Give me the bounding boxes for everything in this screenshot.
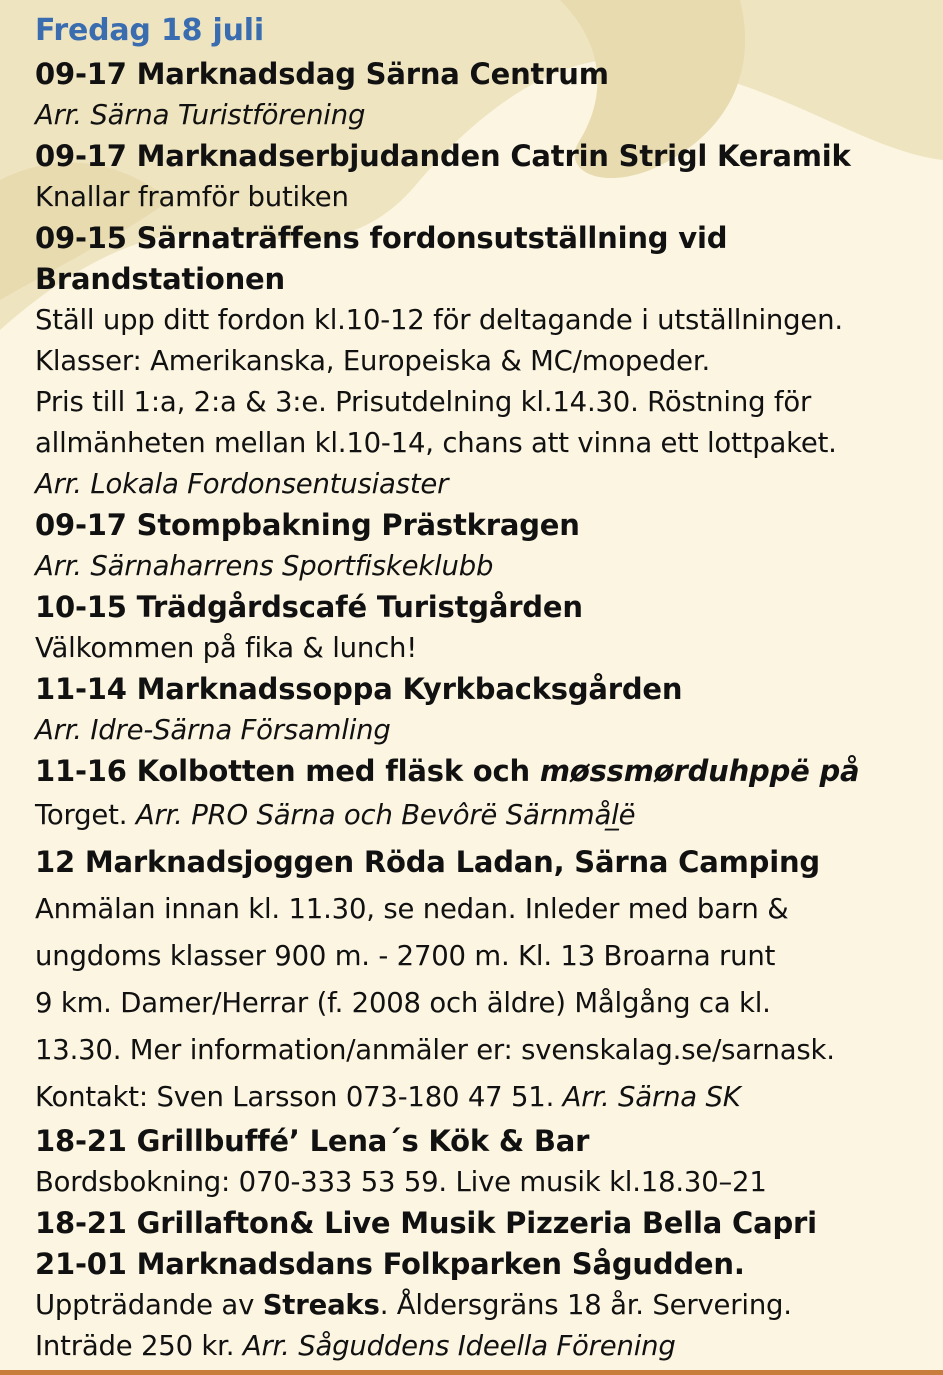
- event-description: Pris till 1:a, 2:a & 3:e. Prisutdelning kl.14.30. Röstning för: [35, 386, 812, 418]
- performer-name: Streaks: [262, 1289, 380, 1321]
- event-description: Välkommen på fika & lunch!: [35, 632, 418, 664]
- event-title: 12 Marknadsjoggen Röda Ladan, Särna Camping: [35, 845, 820, 879]
- event-title: 11-14 Marknadssoppa Kyrkbacksgården: [35, 672, 683, 706]
- event-description: 9 km. Damer/Herrar (f. 2008 och äldre) Målgång ca kl.: [35, 987, 771, 1019]
- event-organizer: Arr. Särna Turistförening: [35, 99, 366, 131]
- event-description: [35, 792, 935, 839]
- event-price: Inträde 250 kr.: [35, 1330, 243, 1362]
- event-description: Bordsbokning: 070-333 53 59. Live musik kl.18.30–21: [35, 1166, 767, 1198]
- bottom-accent-bar: [0, 1370, 943, 1375]
- event-description: allmänheten mellan kl.10-14, chans att vinna ett lottpaket.: [35, 427, 837, 459]
- event-organizer: Arr. Såguddens Ideella Förening: [242, 1330, 676, 1362]
- event-description: ungdoms klasser 900 m. - 2700 m. Kl. 13 Broarna runt: [35, 940, 776, 972]
- event-description: Ställ upp ditt fordon kl.10-12 för deltagande i utställningen.: [35, 304, 843, 336]
- event-title: 09-17 Marknadsdag Särna Centrum: [35, 57, 609, 91]
- event-description: Klasser: Amerikanska, Europeiska & MC/mopeder.: [35, 345, 710, 377]
- event-description: [35, 1074, 935, 1121]
- event-description-text: Torget.: [35, 799, 136, 831]
- event-description: [35, 1326, 935, 1367]
- event-contact: Kontakt: Sven Larsson 073-180 47 51.: [35, 1081, 563, 1113]
- event-title: 21-01 Marknadsdans Folkparken Sågudden.: [35, 1247, 745, 1281]
- event-title-text: 11-16 Kolbotten med fläsk och: [35, 754, 540, 788]
- event-organizer: Arr. PRO Särna och Bevôrë Särnmål̲ë: [135, 799, 636, 831]
- event-description: [35, 1285, 935, 1326]
- event-title: Brandstationen: [35, 262, 285, 296]
- event-title: [35, 751, 935, 792]
- event-organizer: Arr. Särnaharrens Sportfiskeklubb: [35, 550, 494, 582]
- event-organizer: Arr. Lokala Fordonsentusiaster: [35, 468, 449, 500]
- event-organizer: Arr. Idre-Särna Församling: [35, 714, 391, 746]
- event-description: Knallar framför butiken: [35, 181, 349, 213]
- event-title: 18-21 Grillafton& Live Musik Pizzeria Bella Capri: [35, 1206, 817, 1240]
- event-title: 18-21 Grillbuffé’ Lena´s Kök & Bar: [35, 1124, 590, 1158]
- event-title: 09-15 Särnaträffens fordonsutställning vid: [35, 221, 728, 255]
- event-description: 13.30. Mer information/anmäler er: svenskalag.se/sarnask.: [35, 1034, 835, 1066]
- event-organizer: Arr. Särna SK: [562, 1081, 741, 1113]
- event-title: 09-17 Stompbakning Prästkragen: [35, 508, 580, 542]
- event-title-dialect: møssmørduhppë på: [539, 754, 860, 788]
- event-description: Anmälan innan kl. 11.30, se nedan. Inleder med barn &: [35, 893, 789, 925]
- event-title: 10-15 Trädgårdscafé Turistgården: [35, 590, 583, 624]
- event-description-text: . Åldersgräns 18 år. Servering.: [379, 1289, 792, 1321]
- page-date-heading: Fredag 18 juli: [35, 13, 264, 48]
- event-list: [35, 8, 935, 1367]
- event-description-text: Uppträdande av: [35, 1289, 263, 1321]
- event-title: 09-17 Marknadserbjudanden Catrin Strigl Keramik: [35, 139, 851, 173]
